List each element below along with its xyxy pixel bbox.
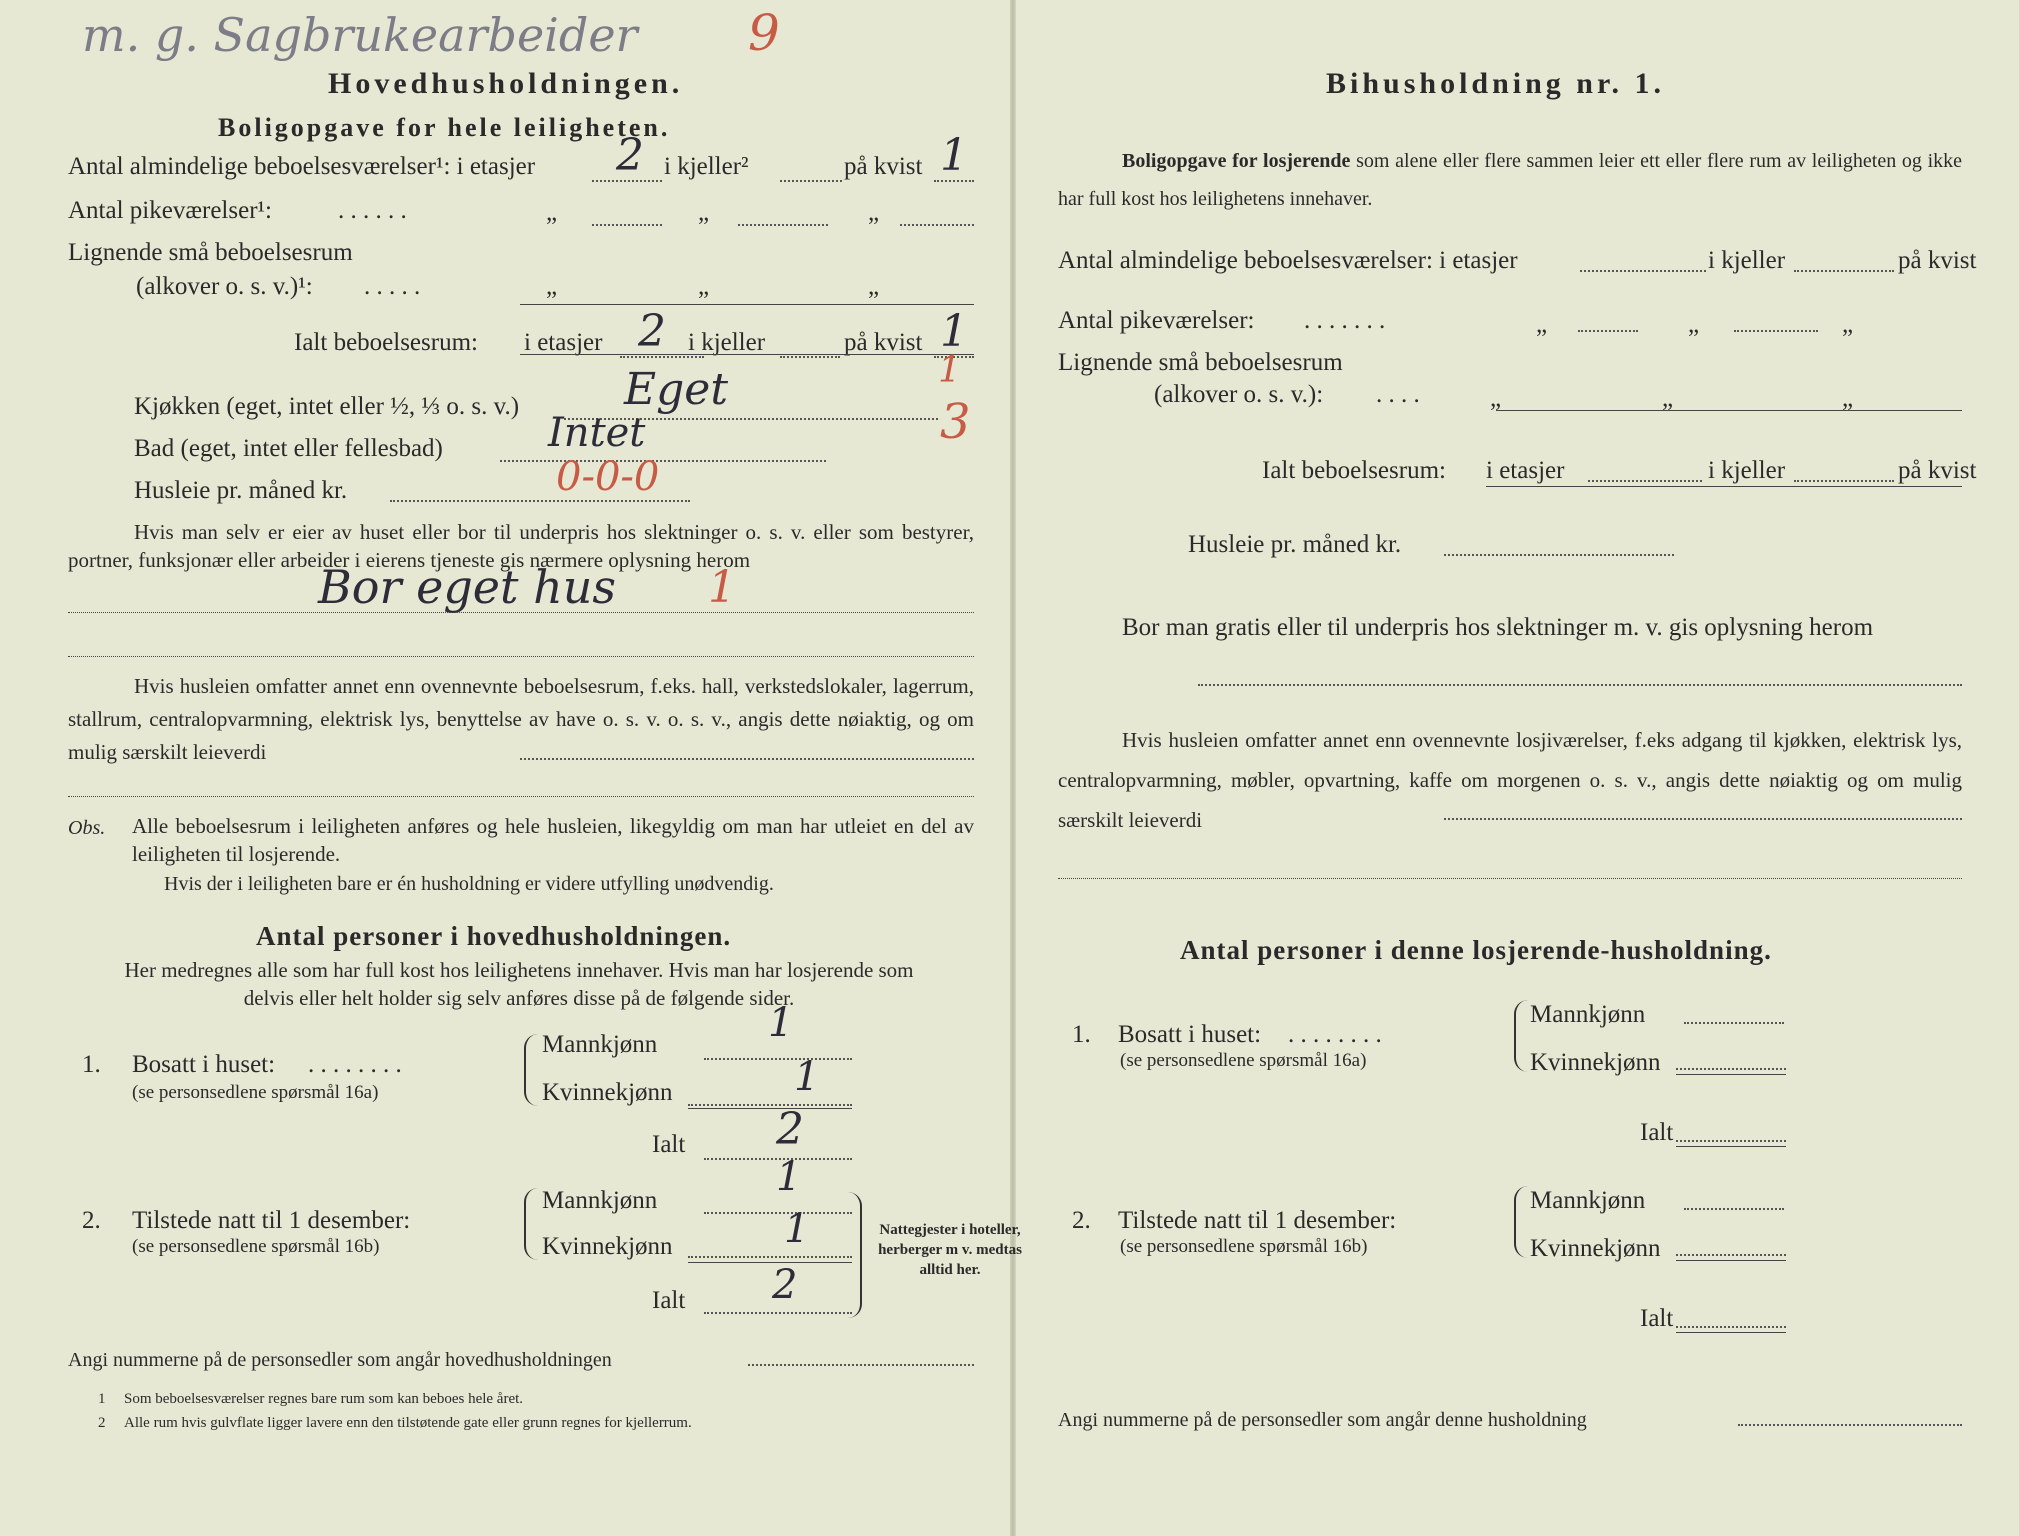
r-angi-numbers-label: Angi nummerne på de personsedler som angår denne husholdning bbox=[1058, 1409, 1587, 1431]
kjeller-label: i kjeller² bbox=[664, 153, 749, 180]
q1-resident-label: Bosatt i huset: bbox=[132, 1051, 276, 1078]
r-q2-male-label: Mannkjønn bbox=[1530, 1187, 1646, 1214]
owner-mark: 1 bbox=[708, 562, 736, 613]
r-row-total-label: Ialt beboelsesrum: bbox=[1262, 457, 1446, 484]
obs-label: Obs. bbox=[68, 817, 106, 839]
page-fold bbox=[1010, 0, 1016, 1536]
total-etasjer-value: 2 bbox=[638, 306, 666, 357]
r-row-rooms-label: Antal almindelige beboelsesværelser: i etasjer bbox=[1058, 247, 1518, 274]
row-maid-rooms-label: Antal pikeværelser¹: bbox=[68, 197, 272, 224]
rooms-kvist-value: 1 bbox=[940, 130, 968, 181]
q1-total-label: Ialt bbox=[652, 1131, 686, 1158]
left-page: m. g. Sagbrukearbeider 9 Hovedhusholdningen. Boligopgave for hele leiligheten. Antal almindelige beboelsesværelser¹: i etasjer 2 i kjeller² på kvist 1 Antal pikeværelser¹: . . . . . . „ „ „ Lignende små beboelsesrum (alkover o. s. v.)¹: . . . . . „ „ „ Ialt beboelsesrum: i etasjer 2 i kjeller på kvist 1 Kjøkken (eget, intet eller ½, ⅓ o. s. v.) Eget 1 3 Bad (eget, intet eller fellesbad) Intet Husleie pr. måned kr. 0-0-0 Hvis man selv er eier av huset eller bor til underpris hos slektninger o. s. v. eller som bestyrer, portner, funksjonær eller arbeider i eierens tjeneste gis nærmere oplysning herom Bor eget hus 1 Hvis husleien omfatter annet enn ovennevnte beboelsesrum, f.eks. hall, verkstedslokaler, lagerrum, stallrum, centralopvarmning, elektrisk lys, benyttelse av have o. s. v. o. s. v., angis dette nøiaktig, og om mulig særskilt leieverdi Obs. Alle beboelsesrum i leiligheten anføres og hele husleien, likegyldig om man har utleiet en del av leiligheten til losjerende. Hvis der i leiligheten bare er én husholdning er videre utfylling unødvendig. Antal personer i hovedhusholdningen. Her medregnes alle som har full kost hos leilighetens innehaver. Hvis man har losjerende som delvis eller helt holder sig selv anføres disse på de følgende sider. 1. Bosatt i huset: . . . . . . . . (se personsedlene spørsmål 16a) Mannkjønn 1 Kvinnekjønn 1 Ialt 2 2. Tilstede natt til 1 desember: (se personsedlene spørsmål 16b) Mannkjønn 1 Kvinnekjønn 1 Ialt 2 Nattegjester i hoteller, herberger m v. medtas alltid her. Angi nummerne på de personsedler som angår hovedhusholdningen 1 Som beboelsesværelser regnes bare rum som kan beboes hele året. 2 Alle rum hvis gulvflate ligger lavere enn den tilstøtende gate eller grunn regnes for kjellerrum. bbox=[68, 0, 976, 1536]
owner-instructions: Hvis man selv er eier av huset eller bor til underpris hos slektninger o. s. v. eller som bestyrer, portner, funksjonær eller arbeider i eierens tjeneste gis nærmere oplysning herom bbox=[68, 520, 974, 572]
q1-female-value: 1 bbox=[794, 1054, 820, 1100]
r-q1-label: Bosatt i huset: bbox=[1118, 1021, 1262, 1048]
bath-value: Intet bbox=[548, 410, 646, 456]
q2-total-value: 2 bbox=[772, 1262, 798, 1308]
overnight-guests-note: Nattegjester i hoteller, herberger m v. medtas alltid her. bbox=[878, 1222, 1022, 1278]
angi-numbers-label: Angi nummerne på de personsedler som angår hovedhusholdningen bbox=[68, 1349, 612, 1371]
total-kvist-value: 1 bbox=[940, 306, 968, 357]
r-free-rent-text: Bor man gratis eller til underpris hos slektninger m. v. gis oplysning herom bbox=[1122, 614, 1874, 641]
footnote-2: Alle rum hvis gulvflate ligger lavere enn den tilstøtende gate eller grunn regnes for kjellerrum. bbox=[124, 1415, 692, 1431]
q1-total-value: 2 bbox=[776, 1104, 804, 1155]
r-row-alcoves-label: Lignende små beboelsesrum bbox=[1058, 349, 1343, 376]
footnote-1-marker: 1 bbox=[98, 1391, 106, 1407]
r-rent-label: Husleie pr. måned kr. bbox=[1188, 531, 1402, 558]
q2-female-label: Kvinnekjønn bbox=[542, 1233, 673, 1260]
kitchen-label: Kjøkken (eget, intet eller ½, ⅓ o. s. v.) bbox=[134, 393, 520, 420]
r-q2-female-label: Kvinnekjønn bbox=[1530, 1235, 1661, 1262]
row-total-rooms-label: Ialt beboelsesrum: bbox=[294, 329, 478, 356]
kitchen-value: Eget bbox=[624, 364, 729, 415]
footnote-1: Som beboelsesværelser regnes bare rum som kan beboes hele året. bbox=[124, 1391, 524, 1407]
q2-male-value: 1 bbox=[776, 1154, 802, 1200]
q2-female-value: 1 bbox=[784, 1206, 810, 1252]
row-rooms-label: Antal almindelige beboelsesværelser¹: i etasjer bbox=[68, 153, 536, 180]
r-rent-includes-text: Hvis husleien omfatter annet enn ovennevnte losjiværelser, f.eks adgang til kjøkken, elektrisk lys, centralopvarmning, møbler, opvartning, kaffe om morgenen o. s. v., angis dette nøiaktig og om mulig særskilt leieverdi bbox=[1058, 728, 1962, 832]
r-q2-total-label: Ialt bbox=[1640, 1305, 1674, 1332]
handwritten-occupation-number: 9 bbox=[748, 4, 780, 62]
rent-label: Husleie pr. måned kr. bbox=[134, 477, 348, 504]
row-alcoves-label: Lignende små beboelsesrum bbox=[68, 239, 353, 266]
r-q1-male-label: Mannkjønn bbox=[1530, 1001, 1646, 1028]
footnote-2-marker: 2 bbox=[98, 1415, 106, 1431]
kvist-label: på kvist bbox=[844, 153, 923, 180]
q2-male-label: Mannkjønn bbox=[542, 1187, 658, 1214]
r-row-maid-label: Antal pikeværelser: bbox=[1058, 307, 1255, 334]
q1-male-label: Mannkjønn bbox=[542, 1031, 658, 1058]
r-q1-female-label: Kvinnekjønn bbox=[1530, 1049, 1661, 1076]
handwritten-occupation: m. g. Sagbrukearbeider bbox=[82, 8, 638, 62]
obs-text: Alle beboelsesrum i leiligheten anføres og hele husleien, likegyldig om man har utleiet en del av leiligheten til losjerende. bbox=[132, 814, 974, 866]
q2-present-label: Tilstede natt til 1 desember: bbox=[132, 1207, 411, 1234]
margin-mark-3: 3 bbox=[940, 394, 971, 450]
persons-title: Antal personer i hovedhusholdningen. bbox=[256, 921, 732, 951]
r-q2-label: Tilstede natt til 1 desember: bbox=[1118, 1207, 1397, 1234]
right-page: Bihusholdning nr. 1. Boligopgave for losjerende som alene eller flere sammen leier ett eller flere rum av leiligheten og ikke har full kost hos leilighetens innehaver. Antal almindelige beboelsesværelser: i etasjer i kjeller på kvist Antal pikeværelser: . . . . . . . „ „ „ Lignende små beboelsesrum (alkover o. s. v.): . . . . „ „ „ Ialt beboelsesrum: i etasjer i kjeller på kvist Husleie pr. måned kr. Bor man gratis eller til underpris hos slektninger m. v. gis oplysning herom Hvis husleien omfatter annet enn ovennevnte losjiværelser, f.eks adgang til kjøkken, elektrisk lys, centralopvarmning, møbler, opvartning, kaffe om morgenen o. s. v., angis dette nøiaktig og om mulig særskilt leieverdi Antal personer i denne losjerende-husholdning. 1. Bosatt i huset: . . . . . . . . (se personsedlene spørsmål 16a) Mannkjønn Kvinnekjønn Ialt 2. Tilstede natt til 1 desember: (se personsedlene spørsmål 16b) Mannkjønn Kvinnekjønn Ialt Angi nummerne på de personsedler som angår denne husholdning bbox=[1058, 67, 1977, 1431]
right-intro: Boligopgave for losjerende som alene eller flere sammen leier ett eller flere rum av leiligheten og ikke har full kost hos leilighetens innehaver. bbox=[1058, 150, 1963, 210]
margin-mark-1: 1 bbox=[938, 350, 961, 391]
owner-explanation-value: Bor eget hus bbox=[318, 560, 616, 614]
q1-female-label: Kvinnekjønn bbox=[542, 1079, 673, 1106]
rooms-etasjer-value: 2 bbox=[616, 130, 644, 181]
page-subtitle: Boligopgave for hele leiligheten. bbox=[218, 113, 671, 142]
q1-male-value: 1 bbox=[768, 1000, 794, 1046]
r-persons-title: Antal personer i denne losjerende-husholdning. bbox=[1180, 935, 1772, 965]
rent-includes-instructions: Hvis husleien omfatter annet enn ovennevnte beboelsesrum, f.eks. hall, verkstedslokaler, lagerrum, stallrum, centralopvarmning, elektrisk lys, benyttelse av have o. s. v. o. s. v., angis dette nøiaktig, og om mulig særskilt leieverdi bbox=[68, 674, 974, 764]
persons-instructions: Her medregnes alle som har full kost hos leilighetens innehaver. Hvis man har losjerende som delvis eller helt holder sig selv anføres disse på de følgende sider. bbox=[124, 958, 914, 1010]
obs-text-2: Hvis der i leiligheten bare er én husholdning er videre utfylling unødvendig. bbox=[164, 873, 774, 895]
q2-total-label: Ialt bbox=[652, 1287, 686, 1314]
right-page-title: Bihusholdning nr. 1. bbox=[1326, 67, 1666, 100]
rent-value: 0-0-0 bbox=[556, 454, 660, 500]
r-q1-total-label: Ialt bbox=[1640, 1119, 1674, 1146]
bath-label: Bad (eget, intet eller fellesbad) bbox=[134, 435, 443, 462]
page-title: Hovedhusholdningen. bbox=[328, 67, 684, 100]
